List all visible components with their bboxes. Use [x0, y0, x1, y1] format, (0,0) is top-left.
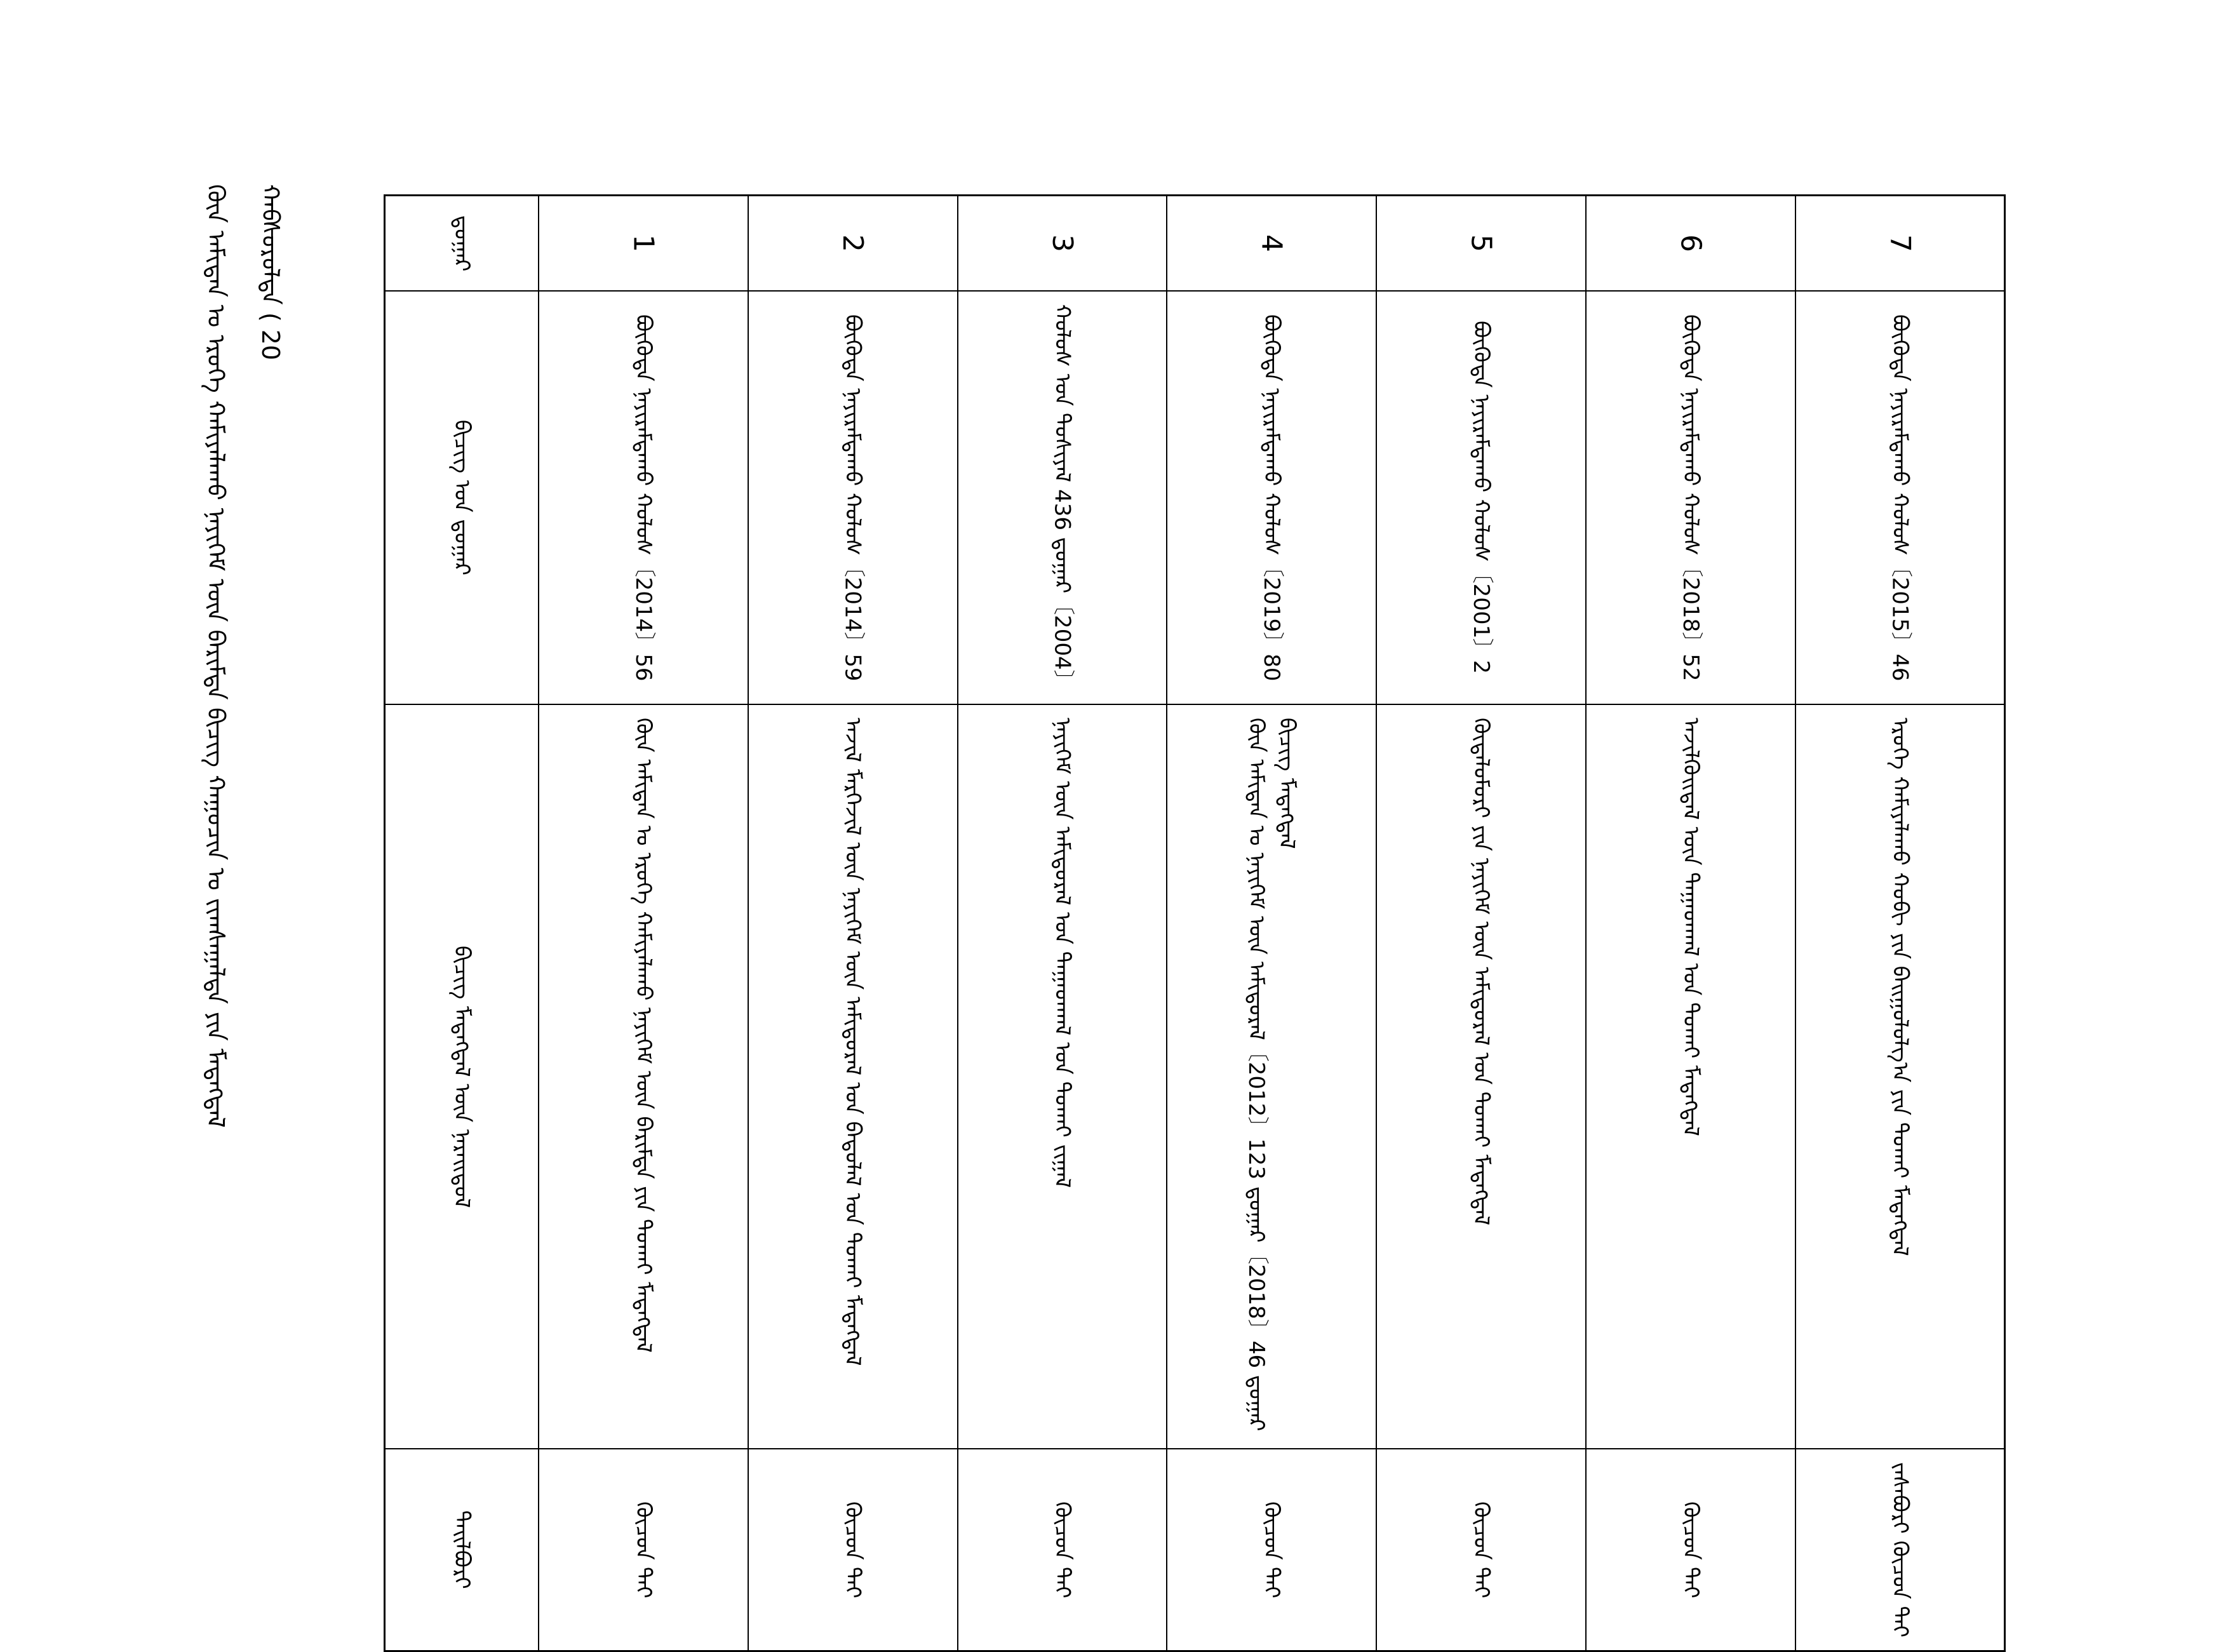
cell-number: 4 — [1167, 196, 1376, 291]
cell-number: 2 — [748, 196, 958, 291]
cell-note: ᠬᠦᠴᠦᠨ ᠲᠡᠢ — [1167, 1449, 1376, 1651]
cell-document-no: ᠬᠤᠯᠤᠰ ᠤᠨ ᠲᠤᠰᠢᠶᠠᠯ 436 ᠳ᠋ᠤᠭᠠᠷ〔2004〕 — [958, 291, 1167, 705]
cell-document-name: ᠠᠵᠢᠯᠭᠦᠢᠳᠡᠯ ᠦᠨ ᠳᠠᠭᠠᠳᠬᠠᠯ ᠤᠨ ᠲᠤᠬᠠᠢ ᠮᠡᠳᠡᠭᠳᠡᠯ — [1586, 704, 1795, 1449]
cell-document-no: ᠪᠦᠭᠦᠳᠡ ᠨᠠᠶᠢᠷᠠᠮᠳᠠᠬᠤ ᠬᠤᠯᠤᠰ〔2014〕56 — [539, 291, 748, 705]
header-document-name: ᠪᠢᠴᠢᠭ ᠮᠡᠳᠡᠭᠳᠡᠯ ᠦᠨ ᠨᠡᠷᠡᠢᠳᠦᠯ — [385, 704, 539, 1449]
document-list-table — [384, 194, 2006, 1652]
cell-document-name: ᠨᠡᠶᠢᠭᠡᠮ ᠦᠨ ᠠᠮᠢᠳᠤᠷᠠᠯ ᠤᠨ ᠳᠠᠭᠠᠳᠬᠠᠯ ᠤᠨ ᠲᠤᠬᠠᠢ ᠵᠢᠭᠠᠯ — [958, 704, 1167, 1449]
header-document-no: ᠪᠢᠴᠢᠭ ᠤᠨ ᠳ᠋ᠤᠭᠠᠷ — [385, 291, 539, 705]
cell-document-no: ᠪᠦᠭᠦᠳᠡ ᠨᠠᠶᠢᠷᠠᠮᠳᠠᠬᠤ ᠬᠤᠯᠤᠰ〔2018〕52 — [1586, 291, 1795, 705]
cell-note: ᠬᠦᠴᠦᠨ ᠲᠡᠢ — [1376, 1449, 1586, 1651]
header-note: ᠲᠠᠢᠯᠪᠣᠷᠢ — [385, 1449, 539, 1651]
cell-number: 7 — [1795, 196, 2005, 291]
cell-document-name: ᠬᠦᠳᠡᠯᠦᠮᠦᠷᠢ ᠶᠢᠨ ᠨᠡᠶᠢᠭᠡᠮ ᠦᠨ ᠠᠮᠢᠳᠤᠷᠠᠯ ᠤᠨ ᠲᠤᠬᠠᠢ ᠮᠡᠳᠡᠭᠳᠡᠯ — [1376, 704, 1586, 1449]
cell-document-no: ᠪᠦᠭᠦᠳᠡ ᠨᠠᠶᠢᠷᠠᠮᠳᠠᠬᠤ ᠬᠤᠯᠤᠰ〔2001〕2 — [1376, 291, 1586, 705]
row-document-no — [385, 291, 2005, 705]
cell-document-no: ᠪᠦᠭᠦᠳᠡ ᠨᠠᠶᠢᠷᠠᠮᠳᠠᠬᠤ ᠬᠤᠯᠤᠰ〔2014〕59 — [748, 291, 958, 705]
row-document-name — [385, 704, 2005, 1449]
cell-number: 3 — [958, 196, 1167, 291]
cell-note: ᠵᠠᠰᠠᠪᠤᠷᠢ ᠬᠦᠴᠦᠨ ᠲᠡᠢ — [1795, 1449, 2005, 1651]
cell-document-name: ᠠᠵᠢᠯ ᠮᠡᠷᠭᠡᠵᠢᠯ ᠦᠨ ᠨᠡᠶᠢᠭᠡᠮ ᠦᠨ ᠠᠮᠢᠳᠤᠷᠠᠯ ᠤᠨ ᠪᠠᠲᠤᠯᠠᠯ ᠤᠨ ᠲᠤᠬᠠᠢ ᠮᠡᠳᠡᠭᠳᠡᠯ — [748, 704, 958, 1449]
cell-document-no: ᠪᠦᠭᠦᠳᠡ ᠨᠠᠶᠢᠷᠠᠮᠳᠠᠬᠤ ᠬᠤᠯᠤᠰ〔2019〕80 — [1167, 291, 1376, 705]
title-line-1: ᠬᠠᠪᠰᠤᠷᠤᠯᠲᠠ ( 20 — [257, 184, 285, 361]
cell-note: ᠬᠦᠴᠦᠨ ᠲᠡᠢ — [539, 1449, 748, 1651]
cell-number: 5 — [1376, 196, 1586, 291]
row-numbers — [385, 196, 2005, 291]
cell-document-name: ᠬᠦᠨ ᠠᠮᠢᠲᠠᠨ ᠤ ᠨᠡᠶᠢᠭᠡᠮ ᠦᠨ ᠠᠮᠢᠳᠤᠷᠠᠯ〔2012〕123 ᠳ᠋ᠤᠭᠠᠷ〔2018〕46 ᠳ᠋ᠤᠭᠠᠷ ᠪᠢᠴᠢᠭ ᠮᠡᠳᠡᠭᠳᠡᠯ — [1167, 704, 1376, 1449]
cell-note: ᠬᠦᠴᠦᠨ ᠲᠡᠢ — [748, 1449, 958, 1651]
cell-note: ᠬᠦᠴᠦᠨ ᠲᠡᠢ — [1586, 1449, 1795, 1651]
page-title — [191, 184, 292, 1359]
cell-document-name: ᠡᠷᠦᠬᠡ ᠬᠠᠮᠢᠶᠠᠯᠠᠬᠤ ᠬᠤᠪᠢ ᠶᠢᠨ ᠪᠠᠢᠭᠤᠯᠤᠯᠭ᠎ᠠ ᠶᠢᠨ ᠲᠤᠬᠠᠢ ᠮᠡᠳᠡᠭᠳᠡᠯ — [1795, 704, 2005, 1449]
cell-document-no: ᠪᠦᠭᠦᠳᠡ ᠨᠠᠶᠢᠷᠠᠮᠳᠠᠬᠤ ᠬᠤᠯᠤᠰ〔2015〕46 — [1795, 291, 2005, 705]
row-note — [385, 1449, 2005, 1651]
header-number: ᠳ᠋ᠤᠭᠠᠷ — [385, 196, 539, 291]
cell-document-name: ᠬᠦᠨ ᠠᠮᠢᠲᠠᠨ ᠤ ᠡᠷᠦᠬᠡ ᠬᠠᠮᠢᠶᠠᠯᠠᠬᠤ ᠨᠡᠶᠢᠭᠡᠮ ᠦᠨ ᠪᠠᠷᠢᠮᠲᠠ ᠶᠢᠨ ᠲᠤᠬᠠᠢ ᠮᠡᠳᠡᠭᠳᠡᠯ — [539, 704, 748, 1449]
cell-number: 6 — [1586, 196, 1795, 291]
title-line-2: ᠬᠦᠨ ᠠᠮᠢᠲᠠᠨ ᠤ ᠡᠷᠦᠬᠡ ᠬᠠᠮᠢᠶᠠᠯᠠᠬᠤ ᠨᠡᠶᠢᠭᠡᠮ ᠦᠨ ᠪᠠᠷᠢᠮᠲᠠ ᠪᠢᠴᠢᠭ ᠬᠠᠭᠤᠴᠢᠨ ᠤ ᠵᠢᠭᠰᠠᠭᠠᠯᠲᠠ ᠶᠢᠨ ᠮᠡᠳᠡᠭᠳᠡᠯ — [202, 184, 230, 1128]
cell-number: 1 — [539, 196, 748, 291]
cell-note: ᠬᠦᠴᠦᠨ ᠲᠡᠢ — [958, 1449, 1167, 1651]
